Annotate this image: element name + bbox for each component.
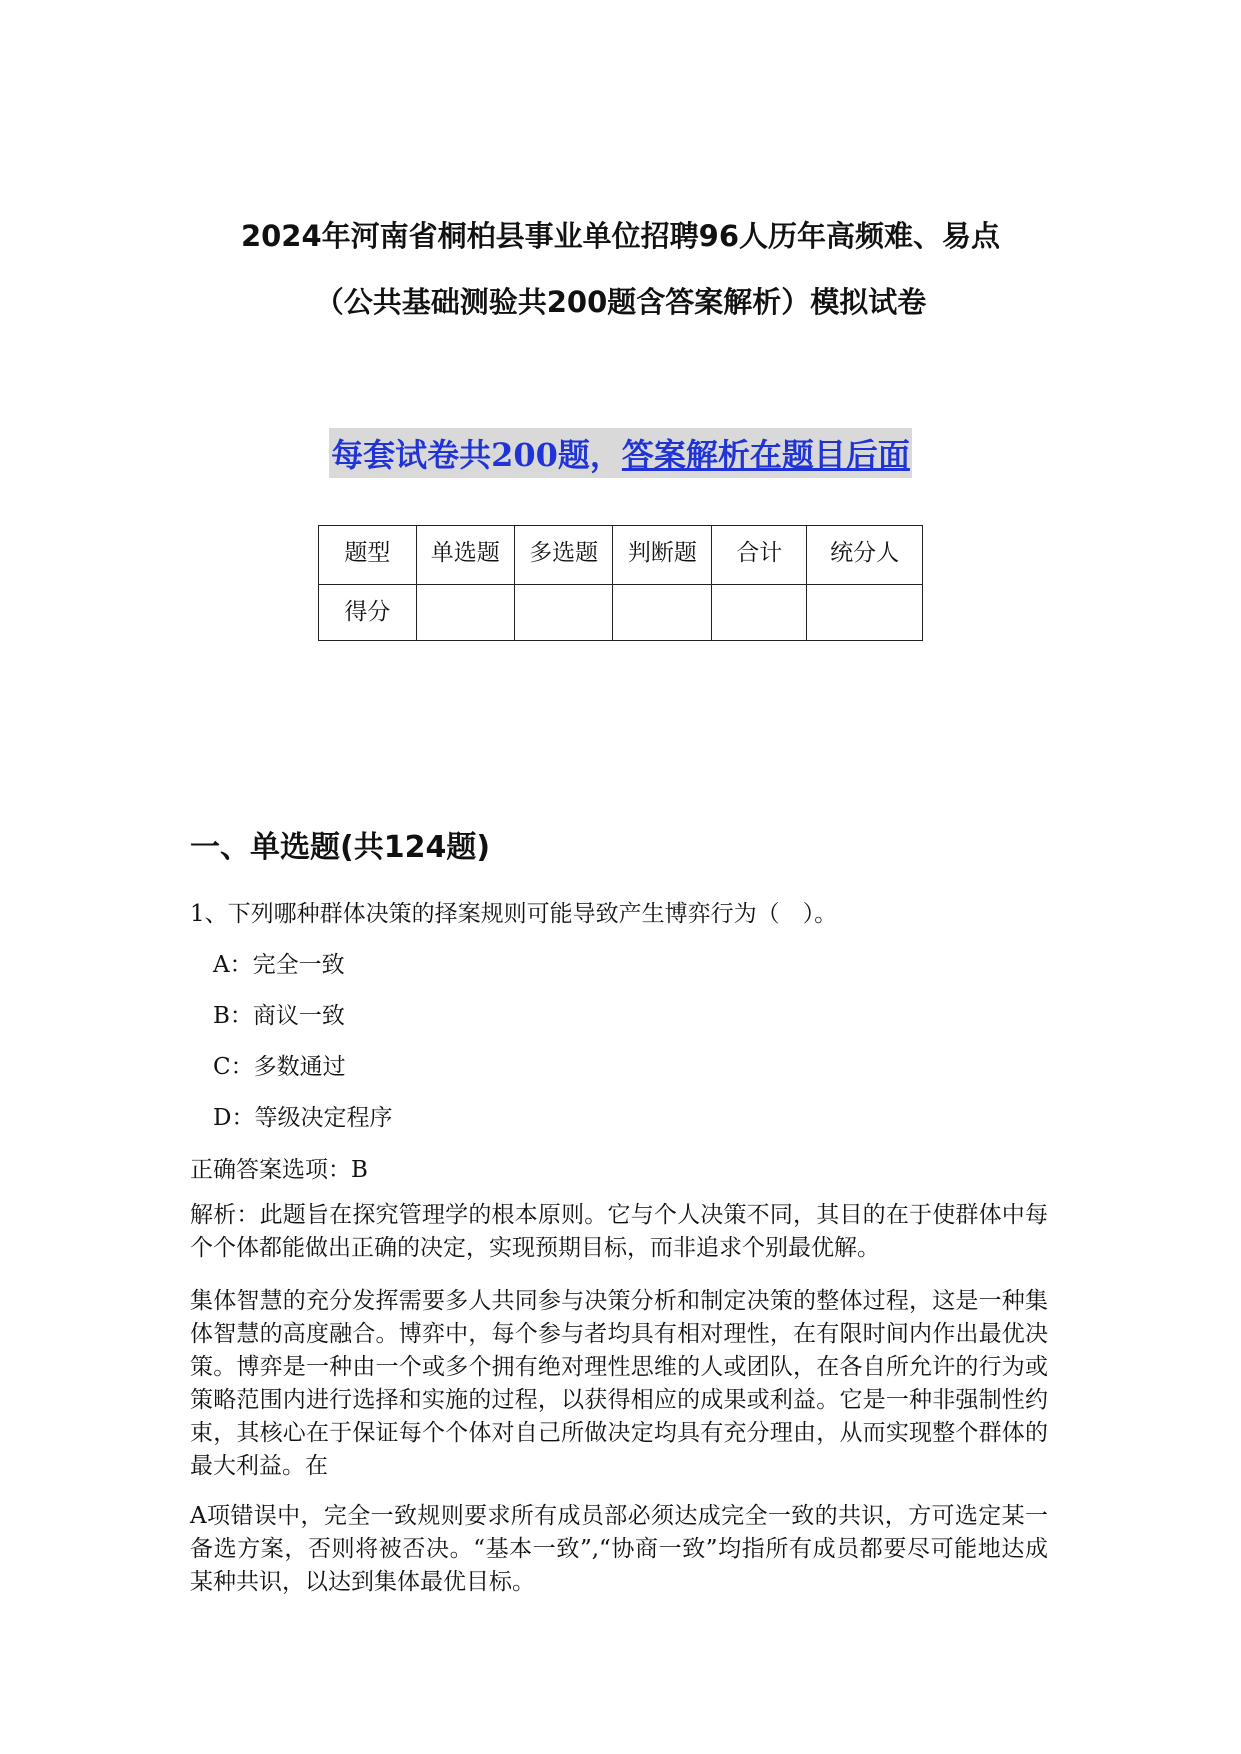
option-a: A：完全一致: [213, 952, 345, 978]
subtitle-banner: [0, 428, 1241, 478]
header-cell-judge: 判断题: [613, 526, 712, 585]
header-cell-multi: 多选题: [514, 526, 613, 585]
analysis-paragraph-3: A项错误中，完全一致规则要求所有成员部必须达成完全一致的共识，方可选定某一备选方案，否则将被否决。“基本一致”,“协商一致”均指所有成员都要尽可能地达成某种共识，以达到集体最优目标。: [190, 1503, 1048, 1595]
subtitle-highlight: [329, 428, 912, 478]
option-d: D：等级决定程序: [213, 1105, 393, 1131]
analysis-paragraph-1: 解析：此题旨在探究管理学的根本原则。它与个人决策不同，其目的在于使群体中每个个体都能做出正确的决定，实现预期目标，而非追求个别最优解。: [190, 1202, 1048, 1261]
score-table-score-row: [319, 585, 923, 641]
header-cell-single: 单选题: [416, 526, 514, 585]
document-title-line1: 2024年河南省桐柏县事业单位招聘96人历年高频难、易点: [240, 219, 1001, 253]
header-cell-scorer: 统分人: [807, 526, 923, 585]
header-cell-type: 题型: [319, 526, 417, 585]
section-title: 一、单选题(共124题): [190, 830, 491, 865]
score-cell-single[interactable]: [416, 585, 514, 641]
subtitle-text: 每套试卷共200题，: [331, 436, 622, 474]
option-c: C：多数通过: [213, 1054, 346, 1080]
answer-line: 正确答案选项：B: [190, 1157, 368, 1183]
analysis-paragraph-2: 集体智慧的充分发挥需要多人共同参与决策分析和制定决策的整体过程，这是一种集体智慧的高度融合。博弈中，每个参与者均具有相对理性，在有限时间内作出最优决策。博弈是一种由一个或多个拥有绝对理性思维的人或团队，在各自所允许的行为或策略范围内进行选择和实施的过程，以获得相应的成果或利益。它是一种非强制性约束，其核心在于保证每个个体对自己所做决定均具有充分理由，从而实现整个群体的最大利益。在: [190, 1288, 1048, 1479]
score-table-header-row: [319, 526, 923, 585]
option-b: B：商议一致: [213, 1003, 345, 1029]
score-cell-multi[interactable]: [514, 585, 613, 641]
score-cell-total[interactable]: [712, 585, 807, 641]
subtitle-link[interactable]: 答案解析在题目后面: [621, 436, 910, 474]
header-cell-total: 合计: [712, 526, 807, 585]
document-title-line2: （公共基础测验共200题含答案解析）模拟试卷: [314, 285, 927, 319]
score-cell-judge[interactable]: [613, 585, 712, 641]
score-table: [318, 525, 923, 641]
score-row-label: 得分: [319, 585, 417, 641]
score-cell-scorer[interactable]: [807, 585, 923, 641]
question-stem: 1、下列哪种群体决策的择案规则可能导致产生博弈行为（ ）。: [190, 901, 838, 927]
